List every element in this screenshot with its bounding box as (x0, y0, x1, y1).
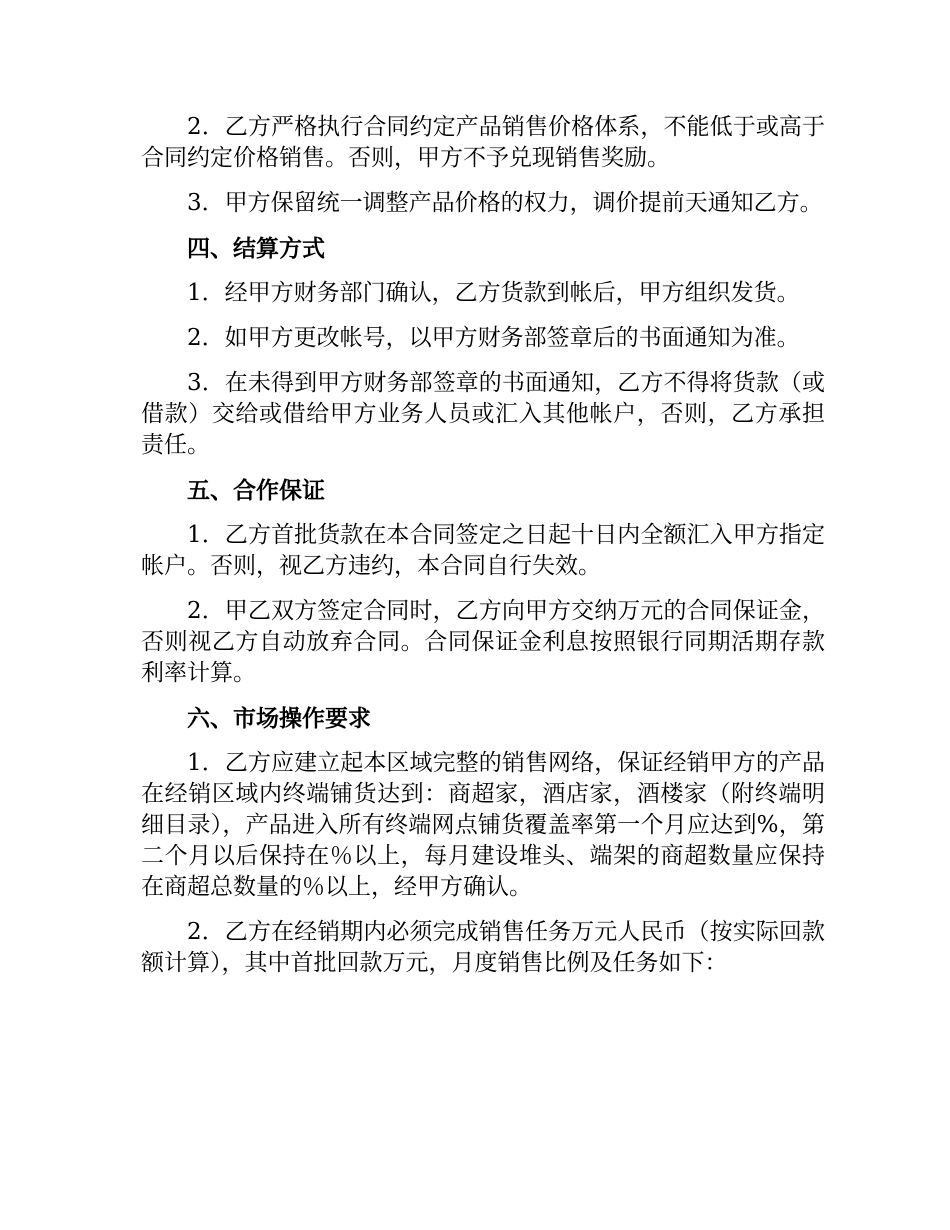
paragraph-guarantee-2: 2．甲乙双方签定合同时，乙方向甲方交纳万元的合同保证金，否则视乙方自动放弃合同。合同保证金利息按照银行同期活期存款利率计算。 (141, 598, 825, 686)
paragraph-2-price-system: 2．乙方严格执行合同约定产品销售价格体系，不能低于或高于合同约定价格销售。否则，甲方不予兑现销售奖励。 (141, 114, 825, 171)
section-heading-settlement: 四、结算方式 (187, 235, 325, 262)
section-heading-market-requirements: 六、市场操作要求 (187, 705, 371, 732)
paragraph-guarantee-1: 1．乙方首批货款在本合同签定之日起十日内全额汇入甲方指定帐户。否则，视乙方违约，本合同自行失效。 (141, 522, 825, 579)
paragraph-settlement-3: 3．在未得到甲方财务部签章的书面通知，乙方不得将货款（或借款）交给或借给甲方业务人员或汇入其他帐户，否则，乙方承担责任。 (141, 370, 825, 458)
paragraph-3-price-adjustment: 3．甲方保留统一调整产品价格的权力，调价提前天通知乙方。 (187, 190, 823, 216)
paragraph-market-1: 1．乙方应建立起本区域完整的销售网络，保证经销甲方的产品在经销区域内终端铺货达到：商超家，酒店家，酒楼家（附终端明细目录），产品进入所有终端网点铺货覆盖率第一个月应达到%，第二个月以后保持在％以上，每月建设堆头、端架的商超数量应保持在商超总数量的％以上，经甲方确认。 (141, 750, 825, 900)
paragraph-market-2: 2．乙方在经销期内必须完成销售任务万元人民币（按实际回款额计算），其中首批回款万元，月度销售比例及任务如下： (141, 919, 825, 976)
section-heading-guarantee: 五、合作保证 (187, 477, 325, 504)
document-page (141, 112, 825, 993)
paragraph-settlement-2: 2．如甲方更改帐号，以甲方财务部签章后的书面通知为准。 (187, 325, 800, 351)
paragraph-settlement-1: 1．经甲方财务部门确认，乙方货款到帐后，甲方组织发货。 (187, 280, 800, 306)
